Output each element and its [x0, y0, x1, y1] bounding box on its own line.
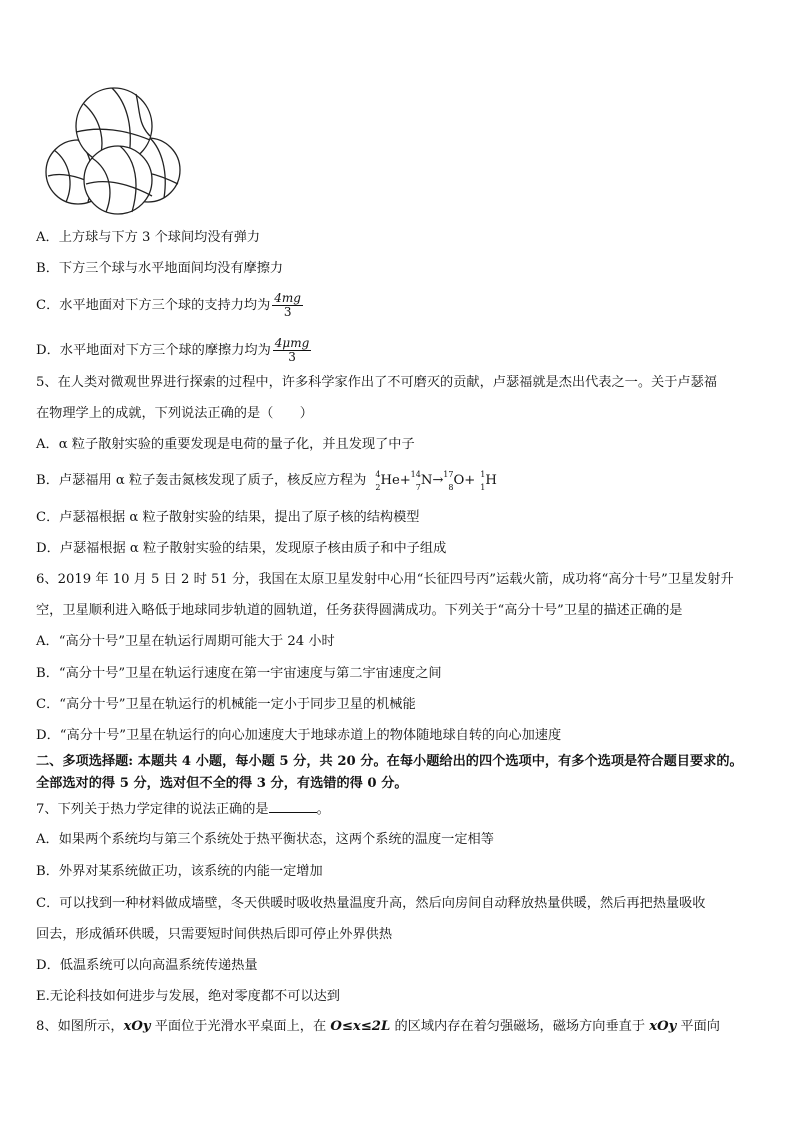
q8-text-1: 8、如图所示， — [36, 1019, 124, 1034]
q8-stem — [36, 1017, 720, 1037]
q7-stem — [36, 800, 330, 820]
q7-stem-text: 7、下列关于热力学定律的说法正确的是 — [36, 802, 269, 817]
q4-option-d-fraction — [273, 337, 312, 364]
fraction-numerator: 4μmg — [274, 336, 310, 350]
q8-text-3: 的区域内存在着匀强磁场，磁场方向垂直于 — [390, 1019, 650, 1034]
q4-option-c — [36, 292, 303, 319]
q8-text-4: 平面向 — [676, 1019, 720, 1034]
volleyball-stack-figure — [40, 80, 190, 220]
q4-option-a: A．上方球与下方 3 个球间均没有弹力 — [36, 230, 261, 245]
q7-option-b: B．外界对某系统做正功，该系统的内能一定增加 — [36, 864, 323, 879]
q7-option-c-line-2: 回去，形成循环供暖，只需要短时间供热后即可停止外界供热 — [36, 927, 393, 942]
q4-option-c-fraction — [272, 292, 303, 319]
q5-option-b — [36, 471, 497, 491]
q4-option-d — [36, 337, 311, 364]
q6-option-c: C．“高分十号”卫星在轨运行的机械能一定小于同步卫星的机械能 — [36, 697, 416, 712]
q5-option-b-text: B．卢瑟福用 α 粒子轰击氮核发现了质子，核反应方程为 — [36, 473, 367, 488]
q5-stem-line-1: 5、在人类对微观世界进行探索的过程中，许多科学家作出了不可磨灭的贡献，卢瑟福就是杰出代表之一。关于卢瑟福 — [36, 375, 717, 390]
q6-option-b: B．“高分十号”卫星在轨运行速度在第一宇宙速度与第二宇宙速度之间 — [36, 666, 442, 681]
q5-option-d: D．卢瑟福根据 α 粒子散射实验的结果，发现原子核由质子和中子组成 — [36, 541, 447, 556]
fraction-denominator: 3 — [283, 305, 292, 319]
q5-option-c: C．卢瑟福根据 α 粒子散射实验的结果，提出了原子核的结构模型 — [36, 510, 420, 525]
q6-stem-line-1: 6、2019 年 10 月 5 日 2 时 51 分，我国在太原卫星发射中心用“长征四号丙”运载火箭，成功将“高分十号”卫星发射升 — [36, 572, 734, 587]
q8-xoy-symbol-2: xOy — [649, 1019, 677, 1034]
q6-stem-line-2: 空，卫星顺利进入略低于地球同步轨道的圆轨道，任务获得圆满成功。下列关于“高分十号”卫星的描述正确的是 — [36, 603, 683, 618]
q8-xoy-symbol: xOy — [123, 1019, 151, 1034]
q4-option-b: B．下方三个球与水平地面间均没有摩擦力 — [36, 261, 284, 276]
q5-option-a: A．α 粒子散射实验的重要发现是电荷的量子化，并且发现了中子 — [36, 437, 415, 452]
q8-range-expression: O≤x≤2L — [330, 1019, 391, 1034]
q5-stem-line-2: 在物理学上的成就，下列说法正确的是（ ） — [36, 406, 313, 421]
q7-option-e: E.无论科技如何进步与发展，绝对零度都不可以达到 — [36, 989, 340, 1004]
q7-stem-end: 。 — [316, 802, 330, 817]
nuclear-reaction-equation: 4 2 He+ 14 7 N→ 17 8 O+ 1 1 H — [375, 469, 497, 492]
q6-option-a: A．“高分十号”卫星在轨运行周期可能大于 24 小时 — [36, 634, 335, 649]
q7-option-a: A．如果两个系统均与第三个系统处于热平衡状态，这两个系统的温度一定相等 — [36, 832, 494, 847]
answer-blank — [269, 800, 317, 813]
section-2-heading-line-2: 全部选对的得 5 分，选对但不全的得 3 分，有选错的得 0 分。 — [36, 776, 408, 791]
q4-option-c-text: C．水平地面对下方三个球的支持力均为 — [36, 298, 271, 313]
fraction-denominator: 3 — [288, 350, 296, 364]
q4-option-d-text: D．水平地面对下方三个球的摩擦力均为 — [36, 343, 271, 358]
q8-text-2: 平面位于光滑水平桌面上，在 — [150, 1019, 331, 1034]
section-2-heading-line-1: 二、多项选择题: 本题共 4 小题，每小题 5 分，共 20 分。在每小题给出的四个选项中，有多个选项是符合题目要求的。 — [36, 754, 743, 769]
q7-option-d: D．低温系统可以向高温系统传递热量 — [36, 958, 258, 973]
q7-option-c-line-1: C．可以找到一种材料做成墙壁，冬天供暖时吸收热量温度升高，然后向房间自动释放热量供暖，然后再把热量吸收 — [36, 896, 706, 911]
fraction-numerator: 4mg — [274, 291, 301, 305]
q6-option-d: D．“高分十号”卫星在轨运行的向心加速度大于地球赤道上的物体随地球自转的向心加速度 — [36, 728, 562, 743]
